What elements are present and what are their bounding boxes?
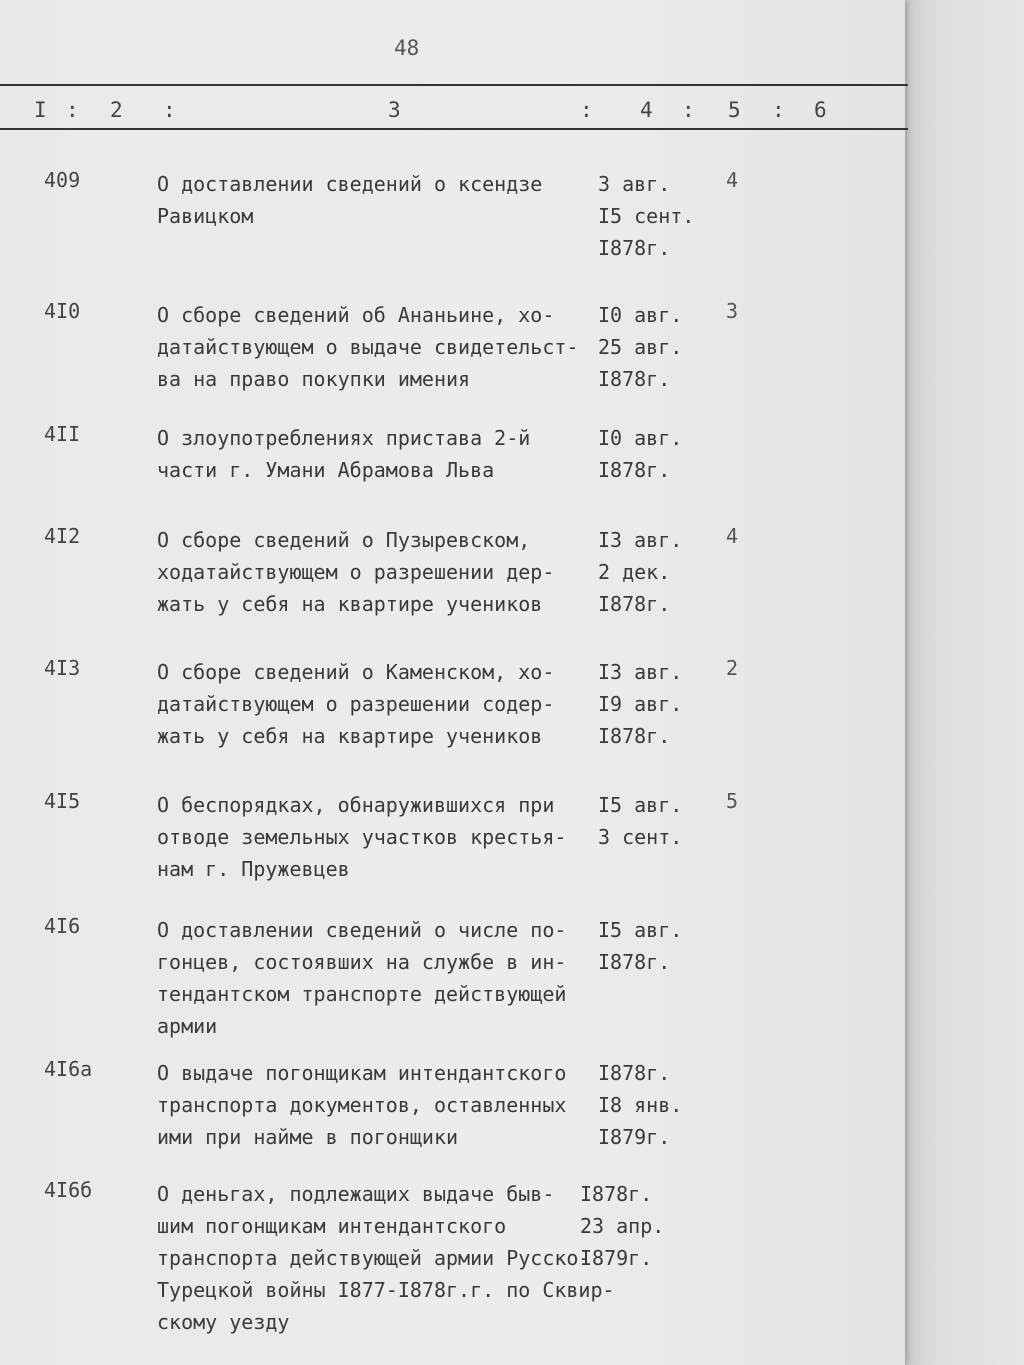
file-number: 4I5: [44, 789, 81, 813]
header-top-rule: [0, 84, 908, 86]
file-number: 4I2: [44, 524, 81, 548]
file-dates: 3 авг. I5 сент. I878г.: [598, 172, 695, 260]
file-title: О доставлении сведений о числе по- гонцев, состоявших на службе в ин- тендантском транспорте действующей армии: [157, 918, 567, 1038]
file-number: 4I6а: [44, 1057, 93, 1081]
file-dates: I5 авг. I878г.: [598, 918, 683, 974]
file-dates: I878г. 23 апр. I879г.: [580, 1182, 665, 1270]
column-separator: :: [682, 98, 695, 122]
column-separator: :: [66, 98, 79, 122]
file-dates: I5 авг. 3 сент.: [598, 793, 683, 849]
column-separator: :: [163, 98, 176, 122]
column-header: 3: [388, 98, 401, 122]
sheet-count: 4: [726, 168, 739, 192]
file-number: 4II: [44, 422, 81, 446]
column-header: 4: [640, 98, 653, 122]
column-header: 6: [814, 98, 827, 122]
file-title: О сборе сведений об Ананьине, хо- датайствующем о выдаче свидетельст- ва на право покупки имения: [157, 303, 579, 391]
file-title: О злоупотреблениях пристава 2-й части г. Умани Абрамова Льва: [157, 426, 531, 482]
file-dates: I0 авг. 25 авг. I878г.: [598, 303, 683, 391]
file-dates: I3 авг. 2 дек. I878г.: [598, 528, 683, 616]
header-bottom-rule: [0, 128, 908, 130]
file-title: О беспорядках, обнаружившихся при отводе земельных участков крестья- нам г. Пружевцев: [157, 793, 567, 881]
column-separator: :: [772, 98, 785, 122]
file-title: О выдаче погонщикам интендантского транспорта документов, оставленных ими при найме в погонщики: [157, 1061, 567, 1149]
file-title: О деньгах, подлежащих выдаче быв- шим погонщикам интендантского транспорта действующей армии Русско- Турецкой войны I877-I878г.г. по Сквир- скому уезду: [157, 1182, 615, 1334]
sheet-count: 5: [726, 789, 739, 813]
sheet-count: 4: [726, 524, 739, 548]
file-number: 4I3: [44, 656, 81, 680]
file-title: О сборе сведений о Пузыревском, ходатайствующем о разрешении дер- жать у себя на квартире учеников: [157, 528, 555, 616]
column-header: I: [34, 98, 47, 122]
file-number: 4I6: [44, 914, 81, 938]
column-header: 2: [110, 98, 123, 122]
file-dates: I878г. I8 янв. I879г.: [598, 1061, 683, 1149]
file-dates: I0 авг. I878г.: [598, 426, 683, 482]
file-title: О доставлении сведений о ксендзе Равицком: [157, 172, 543, 228]
file-number: 4I6б: [44, 1178, 93, 1202]
sheet-count: 2: [726, 656, 739, 680]
column-separator: :: [580, 98, 593, 122]
file-number: 409: [44, 168, 81, 192]
column-header: 5: [728, 98, 741, 122]
page-number: 48: [394, 36, 420, 60]
file-title: О сборе сведений о Каменском, хо- датайствующем о разрешении содер- жать у себя на квартире учеников: [157, 660, 555, 748]
file-number: 4I0: [44, 299, 81, 323]
underlying-page: [900, 0, 1024, 1365]
file-dates: I3 авг. I9 авг. I878г.: [598, 660, 683, 748]
sheet-count: 3: [726, 299, 739, 323]
